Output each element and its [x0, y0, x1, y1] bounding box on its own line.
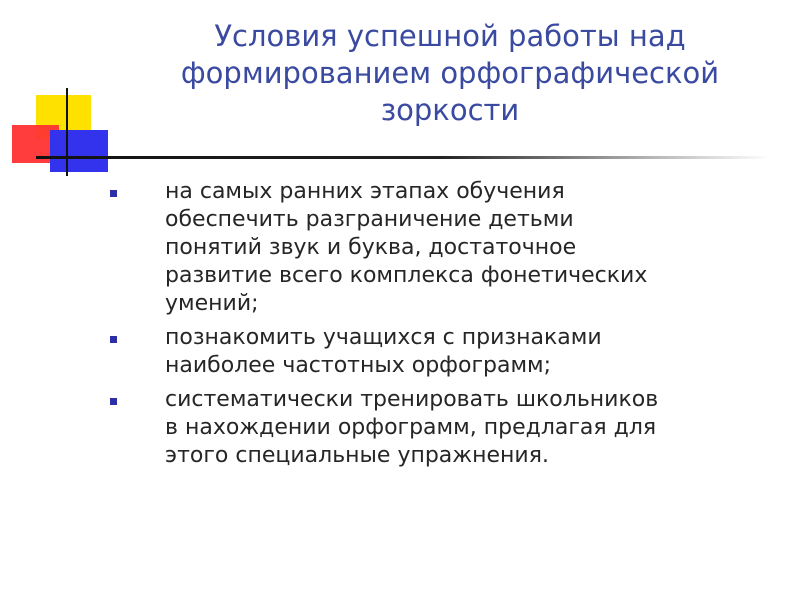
- bullet-line: понятий звук и буква, достаточное: [165, 235, 577, 260]
- bullet-line: познакомить учащихся с признаками: [165, 325, 602, 350]
- vertical-rule: [66, 88, 68, 176]
- bullet-line: в нахождении орфограмм, предлагая для: [165, 415, 657, 440]
- bullet-line: этого специальные упражнения.: [165, 443, 549, 468]
- title-line: Условия успешной работы над: [214, 19, 686, 53]
- bullet-item: [110, 324, 770, 380]
- title-line: зоркости: [380, 93, 520, 127]
- bullet-line: обеспечить разграничение детьми: [165, 207, 574, 232]
- title-underline-rule: [36, 156, 770, 159]
- bullet-line: наиболее частотных орфограмм;: [165, 353, 552, 378]
- slide-title: [130, 18, 770, 129]
- title-line: формированием орфографической: [180, 56, 720, 90]
- square-bullet-icon: [110, 398, 117, 405]
- bullet-item: [110, 386, 770, 470]
- square-bullet-icon: [110, 336, 117, 343]
- square-bullet-icon: [110, 190, 117, 197]
- bullet-line: умений;: [165, 291, 259, 316]
- bullet-line: развитие всего комплекса фонетических: [165, 263, 648, 288]
- bullet-item: [110, 178, 770, 318]
- bullet-list: [110, 178, 770, 476]
- blue-square: [50, 130, 108, 172]
- bullet-line: на самых ранних этапах обучения: [165, 179, 565, 204]
- bullet-line: систематически тренировать школьников: [165, 387, 659, 412]
